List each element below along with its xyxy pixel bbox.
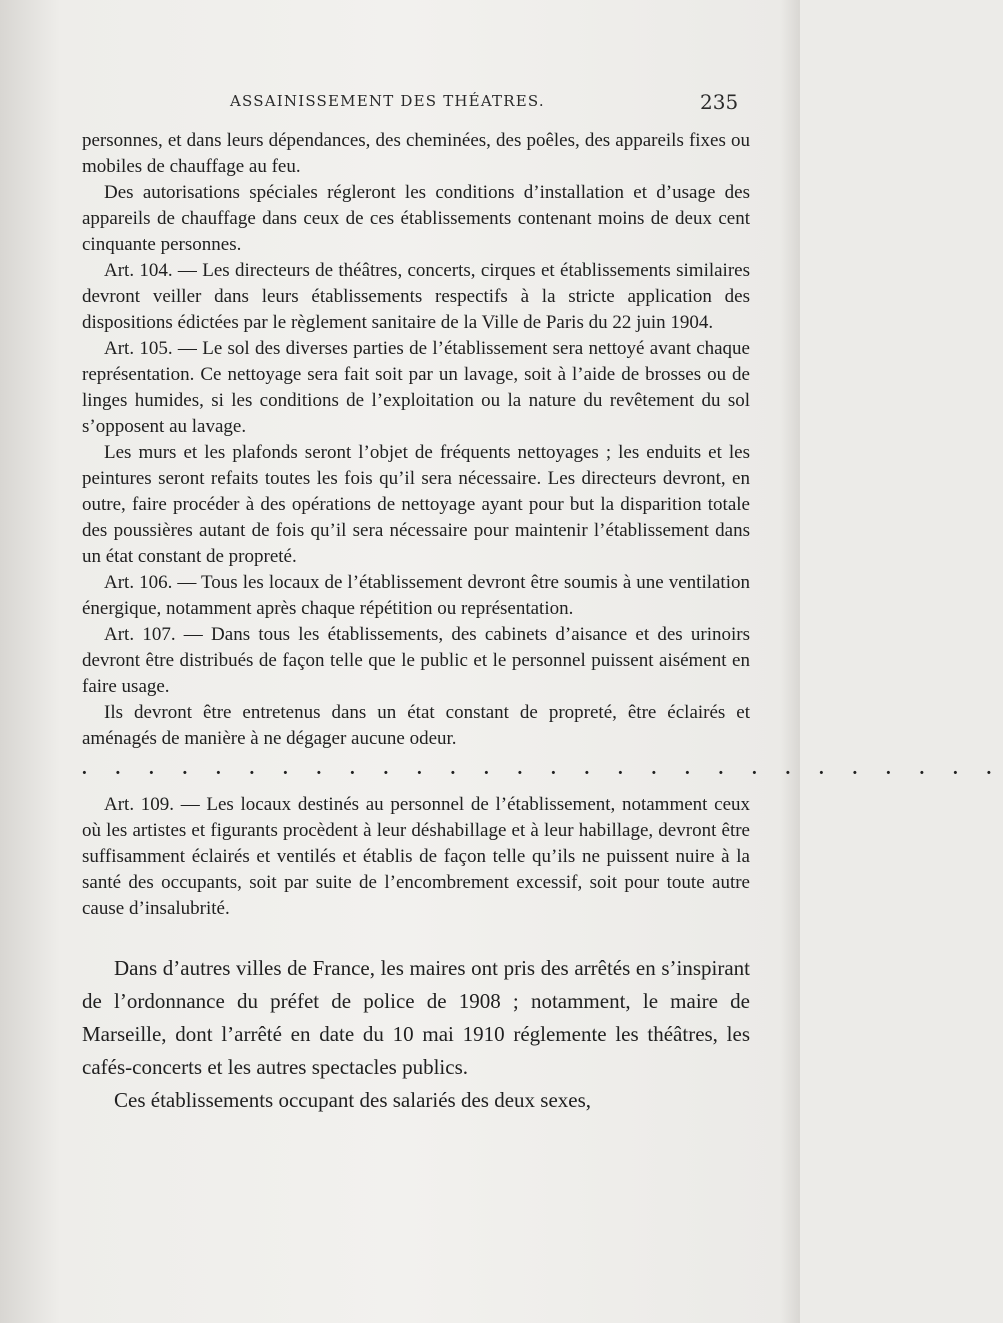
- page-header: [0, 92, 800, 120]
- paragraph-art-106: Art. 106. — Tous les locaux de l’établissement devront être soumis à une ventilation énergique, notamment après chaque répétition ou représentation.: [82, 572, 750, 619]
- running-title: ASSAINISSEMENT DES THÉATRES.: [230, 92, 545, 110]
- paragraph-special-authorizations: Des autorisations spéciales régleront les conditions d’installation et d’usage des appareils de chauffage dans ceux de ces établissements contenant moins de deux cent cinquante personnes.: [82, 182, 750, 255]
- paragraph-art-107: Art. 107. — Dans tous les établissements, des cabinets d’aisance et des urinoirs devront être distribués de façon telle que le public et le personnel puissent aisément en faire usage.: [82, 624, 750, 697]
- section-spacer: [82, 922, 750, 952]
- ellipsis-row: . . . . . . . . . . . . . . . . . . . . . . . . . . . .: [82, 758, 1003, 779]
- body-text: [82, 128, 1003, 1117]
- paragraph-art-105: Art. 105. — Le sol des diverses parties de l’établissement sera nettoyé avant chaque représentation. Ce nettoyage sera fait soit par un lavage, soit à l’aide de brosses ou de linges humides, si les conditions de l’exploitation ou la nature du revêtement du sol s’opposent au lavage.: [82, 338, 750, 437]
- paragraph-continuation: personnes, et dans leurs dépendances, des cheminées, des poêles, des appareils fixes ou mobiles de chauffage au feu.: [82, 130, 750, 177]
- paragraph-walls-ceilings: Les murs et les plafonds seront l’objet de fréquents nettoyages ; les enduits et les peintures seront refaits toutes les fois qu’il sera nécessaire. Les directeurs devront, en outre, faire procéder à des opérations de nettoyage ayant pour but la disparition totale des poussières autant de fois qu’il sera nécessaire pour maintenir l’établissement dans un état constant de propreté.: [82, 442, 750, 567]
- paragraph-establishments: Ces établissements occupant des salariés des deux sexes,: [114, 1088, 592, 1112]
- page-number: 235: [700, 90, 739, 114]
- paragraph-other-cities: Dans d’autres villes de France, les maires ont pris des arrêtés en s’inspirant de l’ordonnance du préfet de police de 1908 ; notamment, le maire de Marseille, dont l’arrêté en date du 10 mai 1910 réglemente les théâtres, les cafés-concerts et les autres spectacles publics.: [82, 956, 750, 1079]
- paragraph-maintenance: Ils devront être entretenus dans un état constant de propreté, être éclairés et aménagés de manière à ne dégager aucune odeur.: [82, 702, 750, 749]
- paragraph-art-104: Art. 104. — Les directeurs de théâtres, concerts, cirques et établissements similaires devront veiller dans leurs établissements respectifs à la stricte application des dispositions édictées par le règlement sanitaire de la Ville de Paris du 22 juin 1904.: [82, 260, 750, 333]
- paragraph-art-109: Art. 109. — Les locaux destinés au personnel de l’établissement, notamment ceux où les artistes et figurants procèdent à leur déshabillage et à leur habillage, devront être suffisamment éclairés et ventilés et établis de façon telle qu’ils ne puissent nuire à la santé des occupants, soit par suite de l’encombrement excessif, soit pour toute autre cause d’insalubrité.: [82, 794, 750, 919]
